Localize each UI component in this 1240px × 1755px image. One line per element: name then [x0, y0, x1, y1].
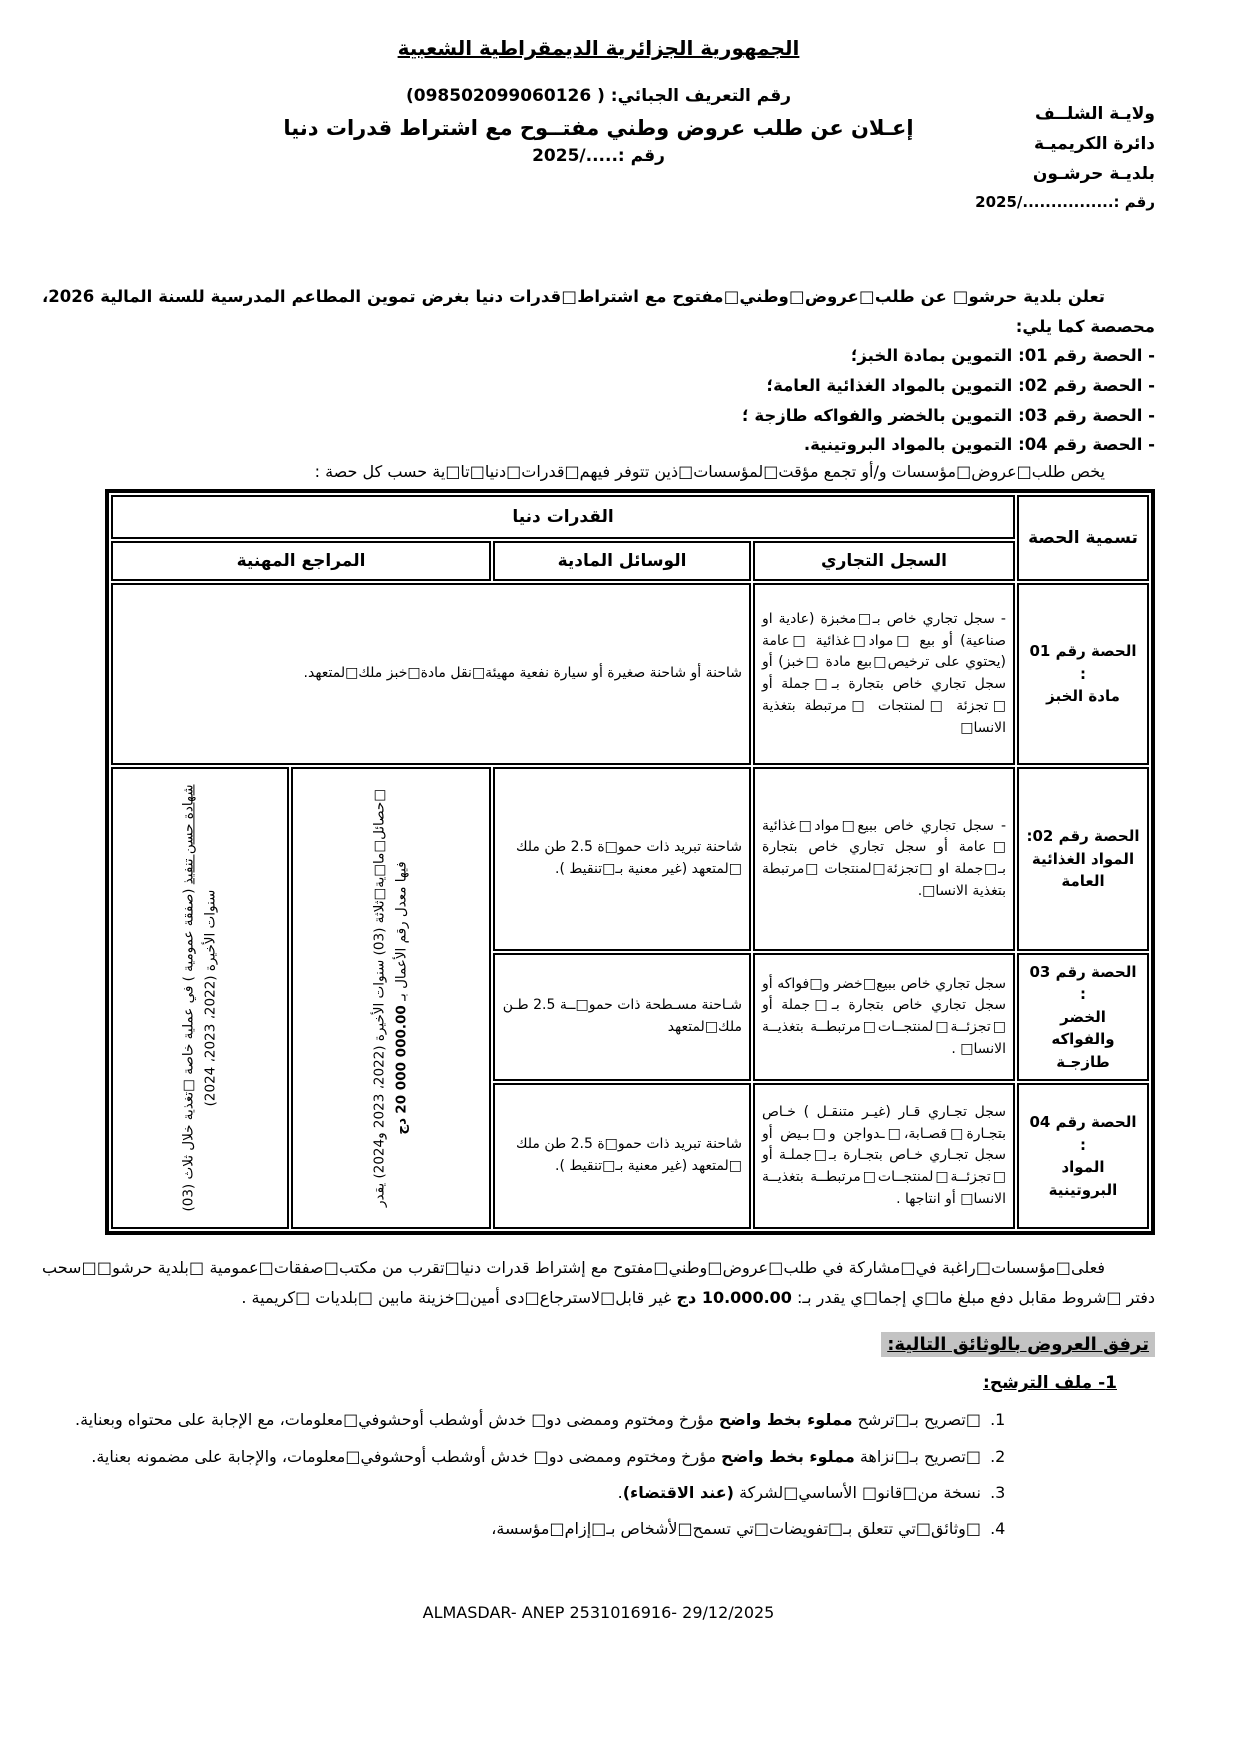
lot2-register-cell: - سجل تجاري خاص ببيع□مواد□غذائية □عامة أو سجل تجاري خاص بتجارة بـ□جملة او □تجزئة□لمنتجات □مرتبطة بتغذية الانسا□. [753, 767, 1015, 951]
doc-item: 1. □تصريح بـ□ترشح مملوء بخط واضح مؤرخ ومختوم وممضى دو□ خدش أوشطب أوحشوفي□معلومات، مع الإجابة على محتواه وبعناية. [42, 1405, 985, 1435]
attached-documents-heading: ترفق العروض بالوثائق التالية: [881, 1332, 1155, 1357]
lot-line-3: - الحصة رقم 03: التموين بالخضر والفواكه طازجة ؛ [742, 405, 1155, 425]
lot1-name-cell: الحصة رقم 01 : مادة الخبز [1017, 583, 1149, 765]
turnover-amount: 20 000 000.00 [393, 1005, 409, 1114]
lot3-means-cell: شـاحنة مسـطحة ذات حمو□ــة 2.5 طـن ملك□لمتعهد [493, 953, 751, 1081]
anep-footer-line: ALMASDAR- ANEP 2531016916- 29/12/2025 [422, 1602, 775, 1622]
fee-amount: 10.000.00 [701, 1287, 792, 1307]
lot4-name-cell: الحصة رقم 04 : المواد البروتينية [1017, 1083, 1149, 1229]
lot4-means-cell: شاحنة تبريد ذات حمو□ة 2.5 طن ملك □لمتعهد (غير معنية بـ□تنقيط ). [493, 1083, 751, 1229]
minimum-capabilities-header: القدرات دنيا [111, 495, 1015, 539]
lot3-name-cell: الحصة رقم 03 : الخضر والفواكه طازجـة [1017, 953, 1149, 1081]
lot-line-4: - الحصة رقم 04: التموين بالمواد البروتينية. [803, 435, 1155, 455]
lot4-register-cell: سجل تجـاري قـار (غيـر متنقـل ) خـاص بتجـارة□قصـابة،□ـدواجن و□بـيض أو سجل تجـاري خـاص بتجـارة بـ□جملـة أو □تجزئــة□لمنتجــات□مرتبطــة بتغذيــة الانسا□ أو انتاجها . [753, 1083, 1015, 1229]
withdrawal-paragraph: فعلى□مؤسسات□راغبة في□مشاركة في طلب□عروض□وطني□مفتوح مع إشتراط قدرات دنيا□تقرب من مكتب□صفقات□عمومية □بلدية حرشو□□سحب دفتر □شروط مقابل دفع مبلغ ما□ي إجما□ي يقدر بـ: 10.000.00 دج غير قابل□لاسترجاع□دى أمين□خزينة مابين □بلديات □كريمية . [42, 1258, 1155, 1307]
daira-line: دائرة الكريميـة [1034, 133, 1155, 154]
document-header [42, 86, 1155, 256]
lot2-means-cell: شاحنة تبريد ذات حمو□ة 2.5 طن ملك □لمتعهد (غير معنية بـ□تنقيط ). [493, 767, 751, 951]
tax-id-line: رقم التعريف الجبائي: ( 098502099060126) [405, 86, 792, 106]
lot2-name-cell: الحصة رقم 02: المواد الغذائية العامة [1017, 767, 1149, 951]
intro-paragraph: تعلن بلدية حرشو□ عن طلب□عروض□وطني□مفتوح مع اشتراط□قدرات دنيا بغرض تموين المطاعم المدرسية للسنة المالية 2026، محصصة كما يلي: [42, 287, 1155, 336]
reference-number-line: رقم :................/2025 [975, 193, 1155, 212]
lot-name-column-header: تسمية الحصة [1017, 495, 1149, 581]
doc-item: 3. نسخة من□قانو□ الأساسي□لشركة (عند الاقتضاء). [42, 1478, 985, 1508]
doc-item: 4. □وثائق□تي تتعلق بـ□تفويضات□تي تسمح□لأشخاص بـ□إزام□مؤسسة، [42, 1514, 985, 1544]
announcement-header [239, 86, 959, 166]
commercial-register-header: السجل التجاري [753, 541, 1015, 581]
currency-label: دج [393, 1118, 409, 1135]
lot-line-2: - الحصة رقم 02: التموين بالمواد الغذائية العامة؛ [766, 376, 1155, 396]
doc-item: 2. □تصريح بـ□نزاهة مملوء بخط واضح مؤرخ ومختوم وممضى دو□ خدش أوشطب أوحشوفي□معلومات، والإجابة على مضمونه بعناية. [42, 1442, 985, 1472]
fee-currency: دج [676, 1287, 697, 1307]
good-execution-certificate-rotated-cell: شهادة حسن تنفيذ (صفقة عمومية ) في عملية خاصة □تغذية خلال ثلاث (03) سنوات الأخيرة (2022، 2023، 2024) [111, 767, 289, 1229]
lot3-register-cell: سجل تجاري خاص ببيع□خضر و□فواكه أو سجل تجاري خاص بتجارة بـ□جملة أو □تجزئــة□لمنتجــات□مرتبطــة بتغذيــة الانسا□ . [753, 953, 1015, 1081]
republic-title: الجمهورية الجزائرية الديمقراطية الشعبية [397, 36, 800, 60]
candidacy-file-heading: 1- ملف الترشح: [983, 1373, 1117, 1394]
intro-section [42, 282, 1155, 460]
lot1-means-cell: شاحنة أو شاحنة صغيرة أو سيارة نفعية مهيئة□نقل مادة□خبز ملك□لمتعهد. [111, 583, 751, 765]
announcement-number: رقم :...../2025 [532, 146, 665, 166]
concern-line: يخص طلب□عروض□مؤسسات و/أو تجمع مؤقت□لمؤسسات□ذين تتوفر فيهم□قدرات□دنيا□تا□ية حسب كل حصة : [314, 462, 1105, 482]
financial-statements-rotated-cell: □حصائل□ما□ية□ثلاثة (03) سنوات الأخيرة (2022، 2023 و2024) يقدر فيها معدل رقم الأعمال بـ 20 000 000.00 دج [291, 767, 491, 1229]
documents-list [42, 1405, 1155, 1545]
announcement-title: إعـلان عن طلب عروض وطني مفتــوح مع اشتراط قدرات دنيا [283, 116, 914, 140]
professional-references-header: المراجع المهنية [111, 541, 491, 581]
capabilities-table [105, 489, 1155, 1235]
lot1-register-cell: - سجل تجاري خاص بـ□مخبزة (عادية او صناعية) أو بيع □مواد□غذائية □عامة (يحتوي على ترخيص□بيع مادة □خبز) أو سجل تجاري خاص بتجارة بـ□جملة أو □تجزئة □لمنتجات □مرتبطة بتغذية الانسا□ [753, 583, 1015, 765]
wilaya-line: ولايـة الشلــف [1035, 104, 1155, 124]
lot-line-1: - الحصة رقم 01: التموين بمادة الخبز؛ [850, 346, 1155, 366]
material-means-header: الوسائل المادية [493, 541, 751, 581]
commune-line: بلديـة حرشـون [1032, 163, 1155, 184]
administration-block [975, 100, 1155, 216]
